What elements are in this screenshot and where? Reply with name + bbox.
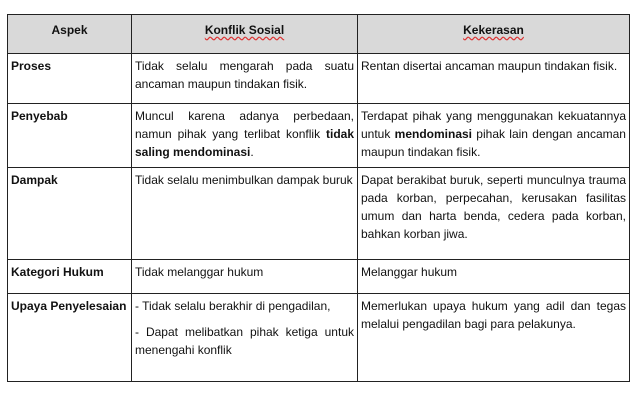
row-aspect-label: Proses xyxy=(8,54,132,104)
cell-text: pihak lain dengan ancaman maupun tindakan fisik. xyxy=(361,127,626,159)
cell-bold-text: tidak saling mendominasi xyxy=(135,127,354,159)
konflik-cell: Tidak selalu mengarah pada suatu ancaman maupun tindakan fisik. xyxy=(132,54,358,104)
konflik-cell: Tidak selalu menimbulkan dampak buruk xyxy=(132,168,358,260)
table-row xyxy=(8,104,630,168)
kekerasan-cell: Memerlukan upaya hukum yang adil dan tegas melalui pengadilan bagi para pelakunya. xyxy=(358,294,630,382)
row-aspect-label: Penyebab xyxy=(8,104,132,168)
header-konflik-sosial: Konflik Sosial xyxy=(132,15,358,54)
cell-text: Terdapat pihak yang menggunakan kekuatannya untuk xyxy=(361,109,626,141)
cell-bold-text: mendominasi xyxy=(394,127,473,141)
header-kekerasan: Kekerasan xyxy=(358,15,630,54)
header-row xyxy=(8,15,630,54)
row-aspect-label: Kategori Hukum xyxy=(8,260,132,294)
kekerasan-cell: Melanggar hukum xyxy=(358,260,630,294)
list-item: - Tidak selalu berakhir di pengadilan, xyxy=(135,299,331,313)
header-aspek: Aspek xyxy=(8,15,132,54)
kekerasan-cell: Rentan disertai ancaman maupun tindakan fisik. xyxy=(358,54,630,104)
table-row xyxy=(8,168,630,260)
kekerasan-cell xyxy=(358,104,630,168)
comparison-table xyxy=(7,14,630,382)
table-row xyxy=(8,294,630,382)
konflik-cell xyxy=(132,104,358,168)
list-item: - Dapat melibatkan pihak ketiga untuk menengahi konflik xyxy=(135,325,354,357)
table-row xyxy=(8,260,630,294)
cell-text: . xyxy=(250,145,254,159)
comparison-table-container xyxy=(7,14,630,382)
row-aspect-label: Upaya Penyelesaian xyxy=(8,294,132,382)
kekerasan-cell: Dapat berakibat buruk, seperti munculnya trauma pada korban, perpecahan, kerusakan fasilitas umum dan harta benda, cedera pada korban, bahkan korban jiwa. xyxy=(358,168,630,260)
konflik-cell xyxy=(132,294,358,382)
konflik-cell: Tidak melanggar hukum xyxy=(132,260,358,294)
cell-text: Muncul karena adanya perbedaan, namun pihak yang terlibat konflik xyxy=(135,109,354,141)
row-aspect-label: Dampak xyxy=(8,168,132,260)
table-row xyxy=(8,54,630,104)
